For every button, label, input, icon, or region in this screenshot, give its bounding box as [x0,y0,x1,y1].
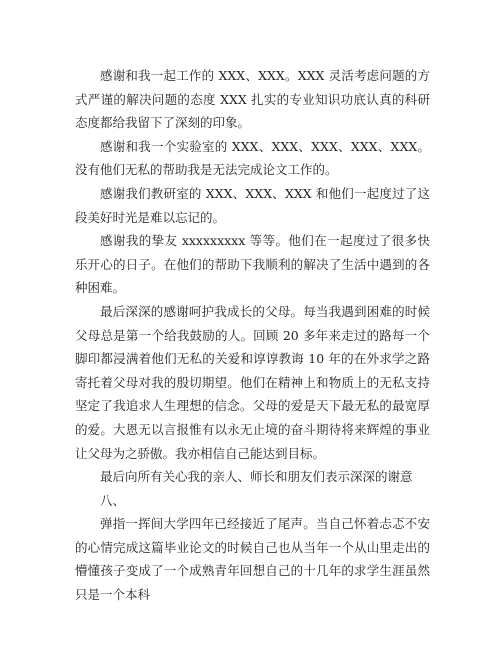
paragraph-thanks-labmates: 感谢和我一个实验室的 XXX、XXX、XXX、XXX、XXX。没有他们无私的帮助我是无法完成论文工作的。 [75,138,430,178]
paragraph-final-thanks: 最后向所有关心我的亲人、师长和朋友们表示深深的谢意 [100,469,413,485]
paragraph-thanks-office: 感谢我们教研室的 XXX、XXX、XXX 和他们一起度过了这段美好时光是难以忘记的。 [75,185,430,225]
section-heading: 八、 [100,492,126,508]
paragraph-section-eight: 弹指一挥间大学四年已经接近了尾声。当自己怀着忐忑不安的心情完成这篇毕业论文的时候自己也从当年一个从山里走出的懵懂孩子变成了一个成熟青年回想自己的十几年的求学生涯虽然只是一个本科 [75,516,430,603]
paragraph-thanks-friends: 感谢我的挚友 xxxxxxxxx 等等。他们在一起度过了很多快乐开心的日子。在他们的帮助下我顺利的解决了生活中遇到的各种困难。 [75,233,430,296]
document-body [75,64,430,607]
paragraph-thanks-colleagues: 感谢和我一起工作的 XXX、XXX。XXX 灵活考虑问题的方式严谨的解决问题的态度 XXX 扎实的专业知识功底认真的科研态度都给我留下了深刻的印象。 [75,68,430,131]
paragraph-thanks-parents: 最后深深的感谢呵护我成长的父母。每当我遇到困难的时候父母总是第一个给我鼓励的人。回顾 20 多年来走过的路每一个脚印都浸满着他们无私的关爱和谆谆教诲 10 年的在外求学之路寄托着父母对我的殷切期望。他们在精神上和物质上的无私支持坚定了我追求人生理想的信念。父母的爱是天下最无私的最宽厚的爱。大恩无以言报惟有以永无止境的奋斗期待将来辉煌的事业让父母为之骄傲。我亦相信自己能达到目标。 [75,303,430,461]
